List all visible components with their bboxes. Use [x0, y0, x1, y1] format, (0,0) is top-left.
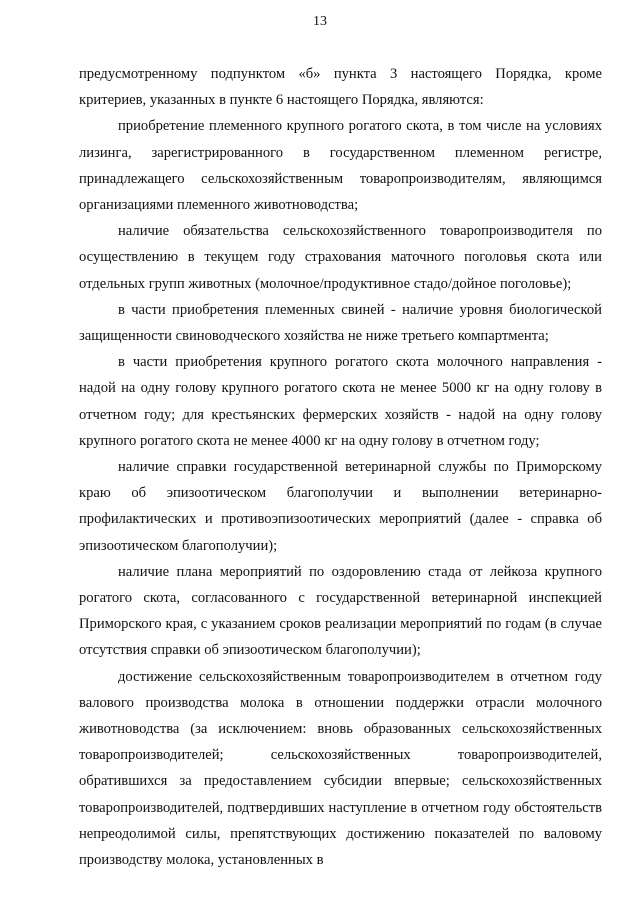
paragraph-milk-yield: в части приобретения крупного рогатого скота молочного направления - надой на одну голову крупного рогатого скота не менее 5000 кг на одну голову в отчетном году; для крестьянских фермерских хозяйств - надой на одну голову крупного рогатого скота не менее 4000 кг на одну голову в отчетном году;: [79, 354, 602, 449]
paragraph-continuation: предусмотренному подпунктом «б» пункта 3 настоящего Порядка, кроме критериев, указанных в пункте 6 настоящего Порядка, являются:: [79, 66, 602, 109]
paragraph-breeding-cattle: приобретение племенного крупного рогатого скота, в том числе на условиях лизинга, зарегистрированного в государственном племенном регистре, принадлежащего сельскохозяйственным товаропроизводителям, являющимся организациями племенного животноводства;: [79, 118, 602, 214]
paragraph-veterinary-certificate: наличие справки государственной ветеринарной службы по Приморскому краю об эпизоотическом благополучии и выполнении ветеринарно-профилактических и противоэпизоотических мероприятий (далее - справка об эпизоотическом благополучии);: [79, 459, 602, 554]
paragraph-insurance-obligation: наличие обязательства сельскохозяйственного товаропроизводителя по осуществлению в текущем году страхования маточного поголовья скота или отдельных групп животных (молочное/продуктивное стадо/дойное поголовье);: [79, 223, 602, 292]
paragraph-pig-biosecurity: в части приобретения племенных свиней - наличие уровня биологической защищенности свиноводческого хозяйства не ниже третьего компартмента;: [79, 301, 602, 345]
paragraph-leukosis-plan: наличие плана мероприятий по оздоровлению стада от лейкоза крупного рогатого скота, согласованного с государственной ветеринарной инспекцией Приморского края, с указанием сроков реализации мероприятий по годам (в случае отсутствия справки об эпизоотическом благополучии);: [79, 563, 602, 659]
page-number: 13: [313, 14, 327, 29]
document-body: [79, 61, 602, 873]
paragraph-milk-production: достижение сельскохозяйственным товаропроизводителем в отчетном году валового производства молока в отношении поддержки отрасли молочного животноводства (за исключением: вновь образованных сельскохозяйственных товаропроизводителей; сельскохозяйственных товаропроизводителей, обратившихся за предоставлением субсидии впервые; сельскохозяйственных товаропроизводителей, подтвердивших наступление в отчетном году обстоятельств непреодолимой силы, препятствующих достижению показателей по валовому производству молока, установленных в: [79, 668, 602, 869]
